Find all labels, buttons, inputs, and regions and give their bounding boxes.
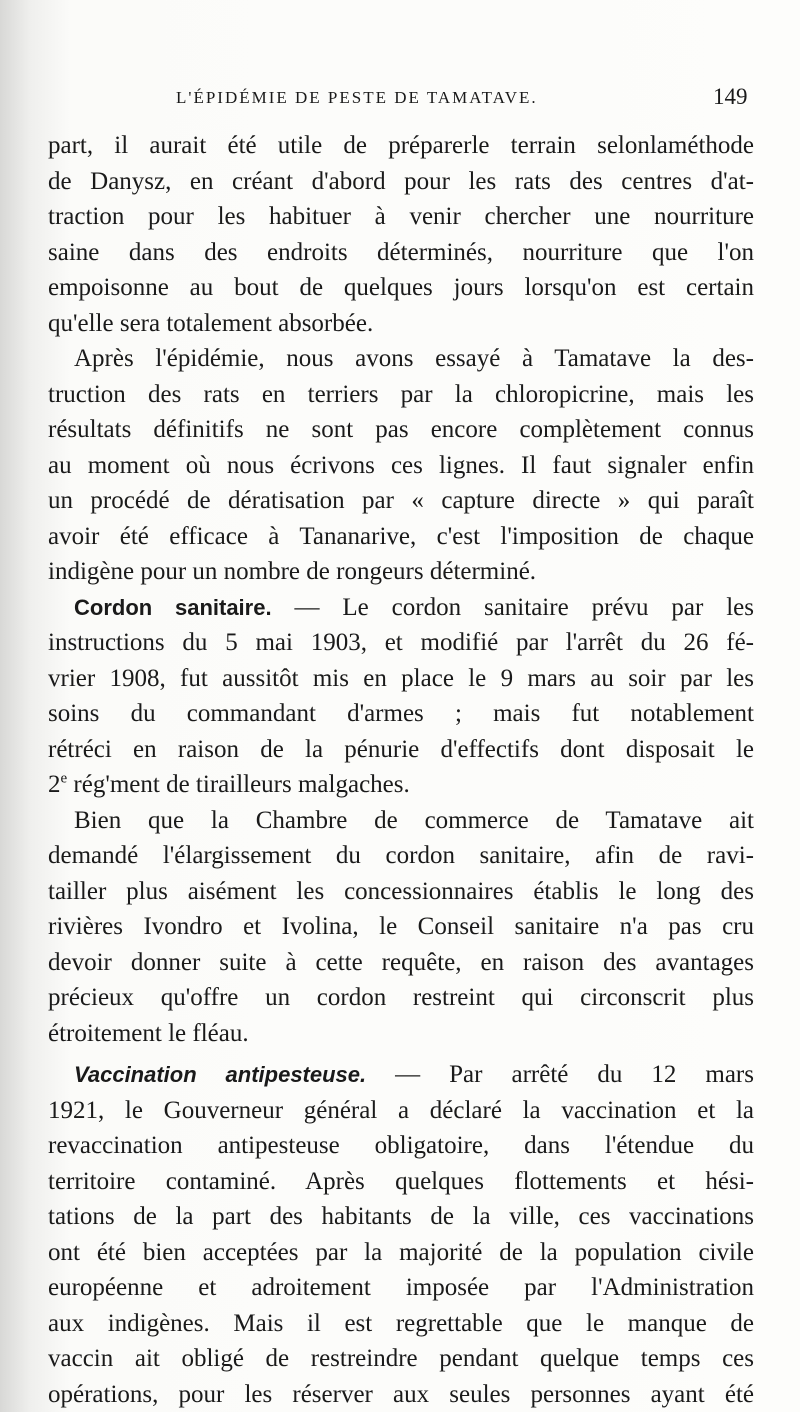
paragraph [48, 128, 754, 341]
text-line: territoire contaminé. Après quelques flottements et hési- [48, 1167, 754, 1195]
text-line [48, 590, 754, 626]
section-heading-vaccination: Vaccination antipesteuse. [74, 1062, 367, 1087]
text-line: un procédé de dératisation par « capture directe » qui paraît [48, 487, 754, 514]
text-line: tations de la part des habitants de la ville, ces vaccinations [48, 1203, 754, 1230]
text-line: aux indigènes. Mais il est regrettable que le manque de [48, 1309, 754, 1337]
body-text [48, 128, 754, 1412]
text-line [48, 767, 754, 803]
text-line: 1921, le Gouverneur général a déclaré la vaccination et la [48, 1096, 754, 1124]
text-line: au moment où nous écrivons ces lignes. Il faut signaler enfin [48, 451, 754, 479]
text-line: indigène pour un nombre de rongeurs déterminé. [48, 558, 537, 585]
text-line: étroitement le fléau. [48, 1019, 249, 1047]
text-line: revaccination antipesteuse obligatoire, dans l'étendue du [48, 1132, 754, 1159]
text-line: demandé l'élargissement du cordon sanitaire, afin de ravi- [48, 842, 754, 869]
text-line: vrier 1908, fut aussitôt mis en place le 9 mars au soir par les [48, 664, 754, 692]
text-line [48, 1057, 754, 1093]
paragraph [48, 803, 754, 1052]
text-run: 2 [48, 771, 61, 798]
text-line: Après l'épidémie, nous avons essayé à Tamatave la des- [74, 345, 754, 372]
text-run: rég'ment de tirailleurs malgaches. [67, 771, 410, 798]
section-heading-cordon: Cordon sanitaire. [74, 594, 272, 620]
text-line: truction des rats en terriers par la chloropicrine, mais les [48, 380, 754, 408]
text-run: — Le cordon sanitaire prévu par les [271, 593, 754, 621]
text-run: — Par arrêté du 12 mars [366, 1061, 754, 1088]
text-line: part, il aurait été utile de préparerle terrain selonlaméthode [48, 132, 754, 159]
text-line: saine dans des endroits déterminés, nourriture que l'on [48, 238, 754, 266]
running-header [0, 84, 800, 118]
text-line: ont été bien acceptées par la majorité de la population civile [48, 1238, 754, 1266]
text-line: devoir donner suite à cette requête, en raison des avantages [48, 948, 754, 976]
text-line: rivières Ivondro et Ivolina, le Conseil sanitaire n'a pas cru [48, 913, 754, 940]
text-line: empoisonne au bout de quelques jours lorsqu'on est certain [48, 274, 754, 301]
text-line: soins du commandant d'armes ; mais fut notablement [48, 700, 754, 727]
paragraph [48, 1057, 754, 1412]
text-line: européenne et adroitement imposée par l'Administration [48, 1274, 754, 1301]
superscript: e [60, 770, 68, 787]
paragraph [48, 590, 754, 803]
text-line: de Danysz, en créant d'abord pour les rats des centres d'at- [48, 167, 754, 195]
paragraph [48, 341, 754, 590]
text-line: rétréci en raison de la pénurie d'effectifs dont disposait le [48, 735, 754, 763]
text-line: avoir été efficace à Tananarive, c'est l'imposition de chaque [48, 522, 754, 550]
text-line: qu'elle sera totalement absorbée. [48, 309, 374, 337]
text-line: instructions du 5 mai 1903, et modifié par l'arrêt du 26 fé- [48, 629, 754, 656]
page-number: 149 [713, 84, 748, 109]
text-line: précieux qu'offre un cordon restreint qui circonscrit plus [48, 984, 754, 1011]
text-line: tailler plus aisément les concessionnaires établis le long des [48, 877, 754, 905]
text-line: vaccin ait obligé de restreindre pendant quelque temps ces [48, 1345, 754, 1372]
text-line: Bien que la Chambre de commerce de Tamatave ait [74, 806, 754, 834]
text-line: résultats définitifs ne sont pas encore complètement connus [48, 416, 754, 443]
text-line: traction pour les habituer à venir chercher une nourriture [48, 203, 754, 230]
running-title: L'ÉPIDÉMIE DE PESTE DE TAMATAVE. [176, 88, 538, 107]
text-line: opérations, pour les réserver aux seules personnes ayant été [48, 1380, 754, 1408]
